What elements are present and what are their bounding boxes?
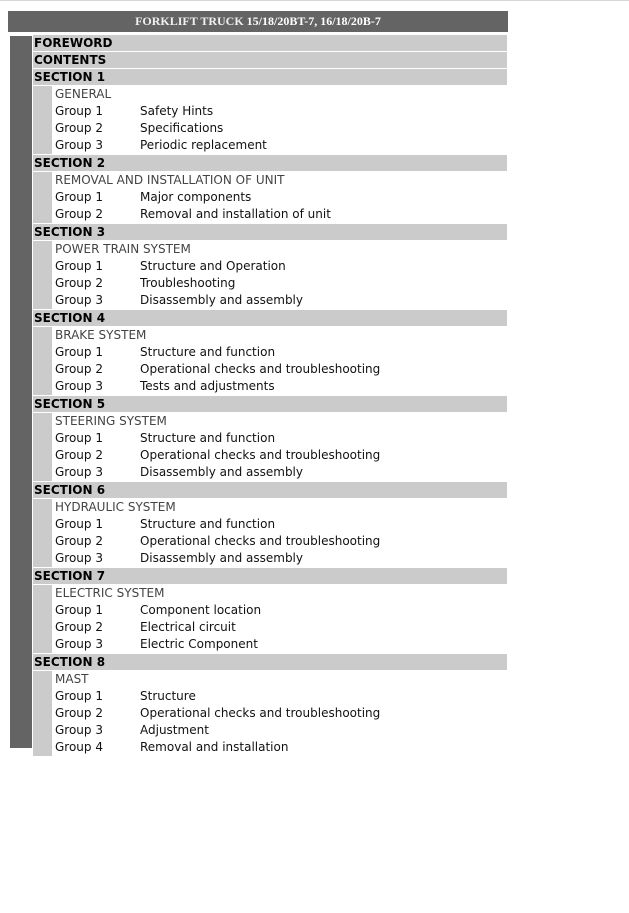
group-label: Group 2 <box>55 121 103 135</box>
group-title: Troubleshooting <box>140 276 236 290</box>
section-indent-bar <box>33 585 52 653</box>
section-indent-bar <box>33 241 52 309</box>
section-block <box>33 413 507 481</box>
group-label: Group 3 <box>55 293 103 307</box>
group-link[interactable] <box>55 688 507 705</box>
group-title: Disassembly and assembly <box>140 551 303 565</box>
section-body <box>52 327 507 395</box>
section-heading[interactable]: SECTION 5 <box>33 396 507 412</box>
section-block <box>33 499 507 567</box>
group-title: Disassembly and assembly <box>140 293 303 307</box>
section-heading[interactable]: SECTION 6 <box>33 482 507 498</box>
top-divider <box>0 0 629 1</box>
group-link[interactable] <box>55 292 507 309</box>
group-link[interactable] <box>55 275 507 292</box>
section-title[interactable]: STEERING SYSTEM <box>55 414 167 428</box>
group-title: Structure and function <box>140 517 276 531</box>
group-link[interactable] <box>55 258 507 275</box>
group-link[interactable] <box>55 619 507 636</box>
group-link[interactable] <box>55 120 507 137</box>
section-block <box>33 86 507 154</box>
section-indent-bar <box>33 172 52 223</box>
section-title[interactable]: ELECTRIC SYSTEM <box>55 586 165 600</box>
group-title: Operational checks and troubleshooting <box>140 534 381 548</box>
section-heading[interactable]: SECTION 7 <box>33 568 507 584</box>
group-title: Periodic replacement <box>140 138 267 152</box>
group-label: Group 3 <box>55 551 103 565</box>
group-title: Tests and adjustments <box>140 379 275 393</box>
section-heading[interactable]: SECTION 3 <box>33 224 507 240</box>
section-body <box>52 585 507 653</box>
page-title <box>8 11 508 32</box>
group-label: Group 1 <box>55 104 103 118</box>
group-title: Major components <box>140 190 252 204</box>
group-link[interactable] <box>55 344 507 361</box>
section-block <box>33 172 507 223</box>
section-indent-bar <box>33 499 52 567</box>
section-block <box>33 241 507 309</box>
section-body <box>52 172 507 223</box>
group-link[interactable] <box>55 206 507 223</box>
group-link[interactable] <box>55 361 507 378</box>
title-models: 15/18/20BT-7, 16/18/20B-7 <box>243 14 381 28</box>
section-body <box>52 671 507 756</box>
group-title: Structure and Operation <box>140 259 286 273</box>
section-indent-bar <box>33 413 52 481</box>
group-title: Operational checks and troubleshooting <box>140 706 381 720</box>
group-label: Group 4 <box>55 740 103 754</box>
group-title: Structure <box>140 689 196 703</box>
section-body <box>52 413 507 481</box>
group-link[interactable] <box>55 550 507 567</box>
group-title: Removal and installation <box>140 740 289 754</box>
group-link[interactable] <box>55 378 507 395</box>
section-indent-bar <box>33 86 52 154</box>
group-title: Operational checks and troubleshooting <box>140 448 381 462</box>
group-label: Group 3 <box>55 465 103 479</box>
section-indent-bar <box>33 327 52 395</box>
group-link[interactable] <box>55 516 507 533</box>
group-title: Electric Component <box>140 637 258 651</box>
section-title[interactable]: POWER TRAIN SYSTEM <box>55 242 191 256</box>
section-body <box>52 86 507 154</box>
section-heading[interactable]: SECTION 1 <box>33 69 507 85</box>
section-title[interactable]: MAST <box>55 672 89 686</box>
group-label: Group 1 <box>55 431 103 445</box>
group-label: Group 1 <box>55 517 103 531</box>
left-sidebar-bar <box>10 36 32 748</box>
group-link[interactable] <box>55 722 507 739</box>
group-title: Operational checks and troubleshooting <box>140 362 381 376</box>
section-block <box>33 327 507 395</box>
contents-link[interactable]: CONTENTS <box>33 52 507 68</box>
group-link[interactable] <box>55 739 507 756</box>
group-label: Group 1 <box>55 190 103 204</box>
group-label: Group 1 <box>55 345 103 359</box>
group-link[interactable] <box>55 636 507 653</box>
group-title: Disassembly and assembly <box>140 465 303 479</box>
group-label: Group 1 <box>55 603 103 617</box>
group-label: Group 2 <box>55 534 103 548</box>
section-body <box>52 241 507 309</box>
group-label: Group 2 <box>55 620 103 634</box>
group-link[interactable] <box>55 189 507 206</box>
section-block <box>33 585 507 653</box>
group-link[interactable] <box>55 464 507 481</box>
group-label: Group 2 <box>55 362 103 376</box>
section-heading[interactable]: SECTION 2 <box>33 155 507 171</box>
title-main: FORKLIFT TRUCK <box>135 14 244 28</box>
group-title: Adjustment <box>140 723 209 737</box>
group-title: Structure and function <box>140 431 276 445</box>
group-title: Safety Hints <box>140 104 214 118</box>
group-label: Group 1 <box>55 259 103 273</box>
group-label: Group 2 <box>55 207 103 221</box>
group-link[interactable] <box>55 533 507 550</box>
group-title: Component location <box>140 603 262 617</box>
group-label: Group 3 <box>55 379 103 393</box>
group-label: Group 3 <box>55 138 103 152</box>
section-title[interactable]: HYDRAULIC SYSTEM <box>55 500 176 514</box>
section-indent-bar <box>33 671 52 756</box>
group-label: Group 3 <box>55 637 103 651</box>
group-label: Group 1 <box>55 689 103 703</box>
section-block <box>33 671 507 756</box>
group-link[interactable] <box>55 103 507 120</box>
group-label: Group 2 <box>55 448 103 462</box>
table-of-contents <box>33 35 507 757</box>
group-title: Structure and function <box>140 345 276 359</box>
section-heading[interactable]: SECTION 4 <box>33 310 507 326</box>
group-link[interactable] <box>55 137 507 154</box>
group-title: Electrical circuit <box>140 620 236 634</box>
group-label: Group 3 <box>55 723 103 737</box>
group-label: Group 2 <box>55 276 103 290</box>
group-label: Group 2 <box>55 706 103 720</box>
group-link[interactable] <box>55 602 507 619</box>
section-heading[interactable]: SECTION 8 <box>33 654 507 670</box>
section-title[interactable]: BRAKE SYSTEM <box>55 328 147 342</box>
group-link[interactable] <box>55 705 507 722</box>
group-title: Removal and installation of unit <box>140 207 331 221</box>
section-title[interactable]: REMOVAL AND INSTALLATION OF UNIT <box>55 173 285 187</box>
group-link[interactable] <box>55 447 507 464</box>
section-title[interactable]: GENERAL <box>55 87 112 101</box>
section-body <box>52 499 507 567</box>
group-title: Specifications <box>140 121 224 135</box>
foreword-link[interactable]: FOREWORD <box>33 35 507 51</box>
group-link[interactable] <box>55 430 507 447</box>
